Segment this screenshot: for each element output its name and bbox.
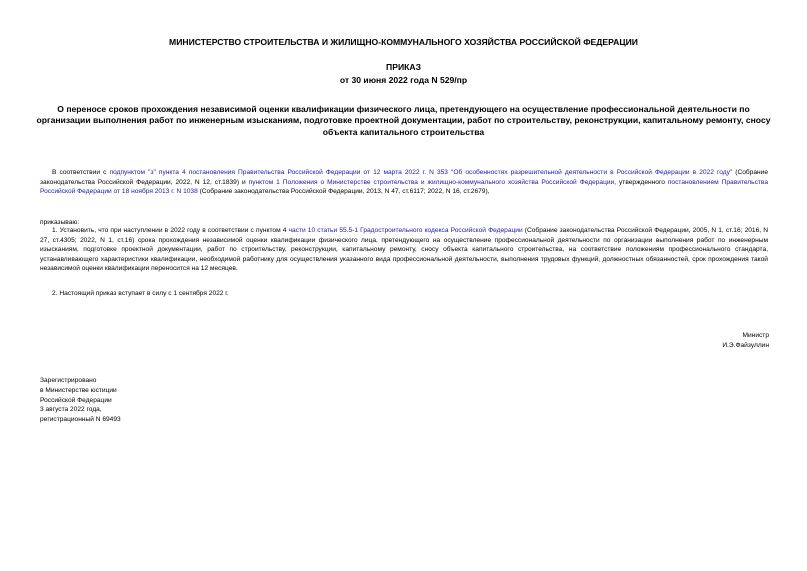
document-date: от 30 июня 2022 года N 529/пр [339, 75, 468, 85]
preamble-text-3: , утвержденного [614, 178, 668, 186]
link-government-decree-353[interactable]: подпунктом "з" пункта 4 постановления Правительства Российской Федерации от 12 марта 2022 г. N 353 "Об особенностях разрешительной деятельности в Российской Федерации в 2022 году" [109, 169, 733, 176]
link-urban-planning-code[interactable]: части 10 статьи 55.5-1 Градостроительного кодекса Российской Федерации [288, 227, 523, 234]
ministry-heading: МИНИСТЕРСТВО СТРОИТЕЛЬСТВА И ЖИЛИЩНО-КОММУНАЛЬНОГО ХОЗЯЙСТВА РОССИЙСКОЙ ФЕДЕРАЦИИ [169, 37, 638, 47]
registration-line: Российской Федерации [40, 396, 112, 404]
preamble-text-4: (Собрание законодательства Российской Федерации, 2013, N 47, ст.6117; 2022, N 16, ст.2679), [197, 188, 490, 196]
order-item-2: 2. Настоящий приказ вступает в силу с 1 сентября 2022 г. [52, 290, 229, 297]
signature-name: И.Э.Файзуллин [722, 342, 769, 349]
preamble-text-1: В соответствии с [52, 169, 110, 176]
signature-title: Министр [742, 332, 769, 339]
document-title: О переносе сроков прохождения независимой оценки квалификации физического лица, претендующего на осуществление профессиональной деятельности по организации выполнения работ по инженерным изысканиям, подготовке проектной документации, работ по строительству, реконструкции, капитальному ремонту, сносу объекта капитального строительства [36, 104, 771, 137]
item1-text-2: (Собрание законодательства Российской Федерации, 2005, N 1, ст.16; 2016, N 27, ст.4305; 2022, N 1, ст.16) срока прохождения независимой оценки квалификации физического лица, претендующего на осуществление профессиональной деятельности по организации выполнения работ по инженерным изысканиям, подготовке проектной документации, работ по строительству, реконструкции, капитальному ремонту, сносу объекта капитального строительства, на соответствие положениям профессионального стандарта, устанавливающего характеристики квалификации, необходимой работнику для осуществления указанного вида профессиональной деятельности, выполнения трудовых функций, должностных обязанностей, срок прохождения такой независимой оценки квалификации переносится на 12 месяцев. [40, 227, 769, 273]
registration-line: 3 августа 2022 года, [40, 406, 102, 414]
registration-line: регистрационный N 69493 [40, 416, 121, 424]
link-ministry-regulation[interactable]: пунктом 1 Положения о Министерстве строительства и жилищно-коммунального хозяйства Российской Федерации [248, 178, 615, 186]
item1-text-1: 1. Установить, что при наступлении в 2022 году в соответствии с пунктом 4 [52, 227, 289, 234]
preamble-text-2: (Собрание законодательства Российской Федерации, 2022, N 12, ст.1839) и [40, 169, 769, 186]
order-word: приказываю: [40, 219, 80, 226]
preamble-paragraph [40, 168, 768, 197]
registration-block [40, 376, 121, 425]
registration-line: в Министерстве юстиции [40, 386, 117, 394]
document-type: ПРИКАЗ [386, 62, 421, 72]
registration-line: Зарегистрировано [40, 377, 97, 384]
order-item-1 [40, 226, 768, 274]
link-government-decree-1038[interactable]: постановлением Правительства Российской Федерации от 18 ноября 2013 г. N 1038 [40, 178, 768, 196]
